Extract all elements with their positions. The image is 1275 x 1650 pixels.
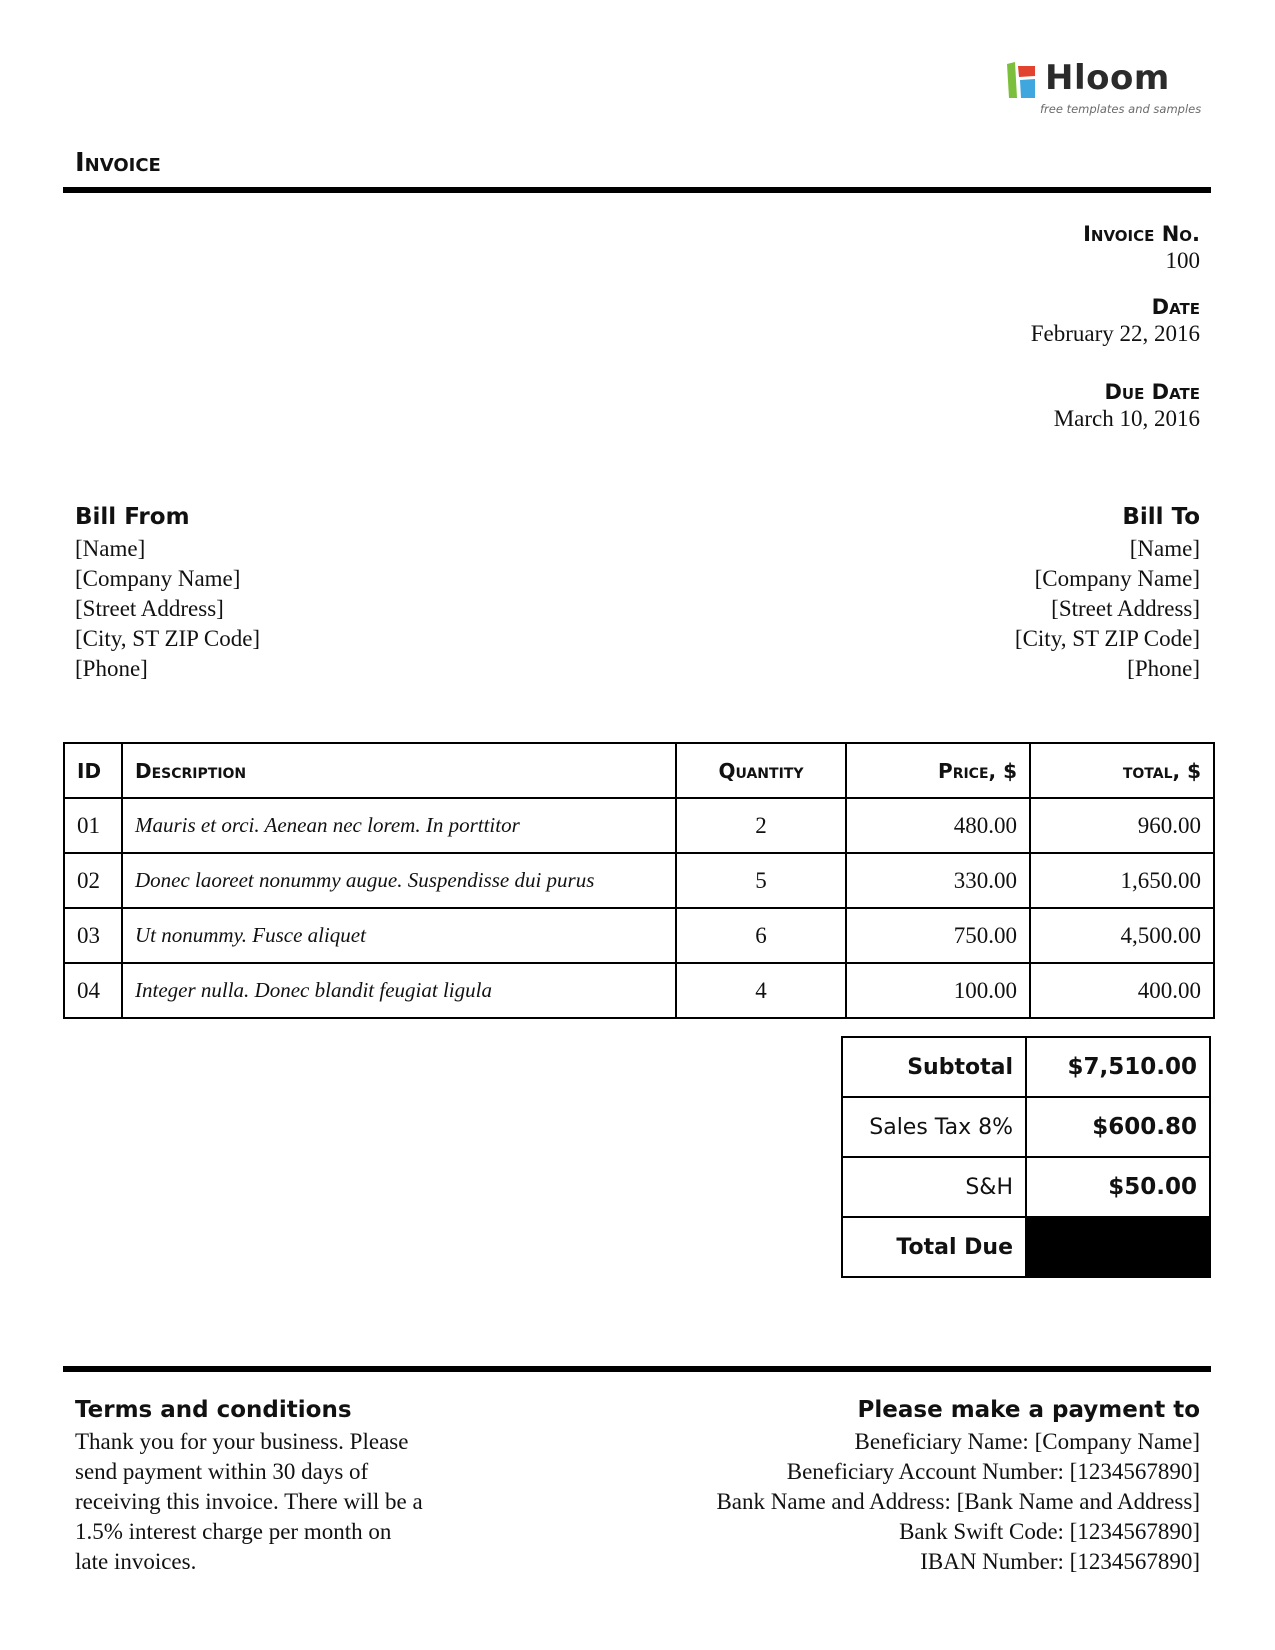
totals-table [841,1036,1211,1278]
table-row [64,963,1214,1018]
bill-to-line: [Street Address] [1051,596,1200,621]
item-id: 04 [64,963,122,1018]
item-description: Ut nonummy. Fusce aliquet [122,908,676,963]
beneficiary-name: Beneficiary Name: [Company Name] [854,1429,1200,1454]
sales-tax-value: $600.80 [1026,1097,1210,1157]
terms-line: send payment within 30 days of [75,1459,369,1484]
hloom-logo-mark-icon [1005,60,1041,100]
item-quantity: 2 [676,798,846,853]
shipping-label: S&H [842,1157,1026,1217]
logo-blue-block [1020,79,1035,98]
payment-heading: Please make a payment to [857,1397,1200,1423]
invoice-number-label: Invoice No. [1083,222,1200,246]
item-id: 01 [64,798,122,853]
bill-from-line: [Phone] [75,656,148,681]
logo-red-block [1018,66,1035,77]
subtotal-row [842,1037,1210,1097]
table-row [64,798,1214,853]
total-due-row [842,1217,1210,1277]
bill-from-line: [Name] [75,536,146,561]
sales-tax-label: Sales Tax 8% [842,1097,1026,1157]
column-header-description: Description [122,743,676,798]
terms-block [75,1397,505,1577]
item-quantity: 5 [676,853,846,908]
due-date-block [1054,380,1200,432]
logo-wordmark: Hloom [1045,58,1170,98]
item-price: 750.00 [846,908,1030,963]
logo-green-bar [1007,62,1017,98]
bill-from-block [75,502,260,684]
due-date-value: March 10, 2016 [1053,406,1200,431]
invoice-date-value: February 22, 2016 [1030,321,1200,346]
column-header-total: total, $ [1030,743,1214,798]
bank-name-address: Bank Name and Address: [Bank Name and Address] [716,1489,1200,1514]
logo-tagline: free templates and samples [1040,102,1202,116]
invoice-date-block [1031,295,1200,347]
shipping-row [842,1157,1210,1217]
table-row [64,908,1214,963]
column-header-quantity: Quantity [676,743,846,798]
item-price: 330.00 [846,853,1030,908]
due-date-label: Due Date [1104,380,1200,404]
iban-number: IBAN Number: [1234567890] [920,1549,1200,1574]
terms-body [75,1427,505,1577]
tax-row [842,1097,1210,1157]
item-price: 100.00 [846,963,1030,1018]
bill-to-line: [Company Name] [1034,566,1200,591]
bill-from-line: [City, ST ZIP Code] [75,626,261,651]
terms-line: Thank you for your business. Please [75,1429,409,1454]
bill-to-line: [Phone] [1127,656,1200,681]
bill-from-line: [Street Address] [75,596,224,621]
subtotal-label: Subtotal [842,1037,1026,1097]
bill-from-heading: Bill From [75,504,190,530]
terms-line: receiving this invoice. There will be a [75,1489,423,1514]
invoice-number-value: 100 [1165,248,1200,273]
column-header-price: Price, $ [846,743,1030,798]
invoice-number-block [1083,222,1200,274]
item-total: 4,500.00 [1030,908,1214,963]
terms-heading: Terms and conditions [75,1397,352,1423]
column-header-id: ID [64,743,122,798]
bill-to-block [1015,502,1200,684]
item-total: 1,650.00 [1030,853,1214,908]
item-total: 960.00 [1030,798,1214,853]
bill-to-line: [City, ST ZIP Code] [1014,626,1200,651]
page-title: Invoice [75,148,161,178]
subtotal-value: $7,510.00 [1026,1037,1210,1097]
terms-line: late invoices. [75,1549,197,1574]
terms-line: 1.5% interest charge per month on [75,1519,392,1544]
item-description: Donec laoreet nonummy augue. Suspendisse dui purus [122,853,676,908]
bill-to-heading: Bill To [1122,504,1200,530]
hloom-logo [1005,58,1205,118]
item-quantity: 6 [676,908,846,963]
header-divider [63,187,1211,193]
line-items-table [63,742,1215,1019]
bill-to-line: [Name] [1129,536,1200,561]
table-row [64,853,1214,908]
bill-from-line: [Company Name] [75,566,241,591]
table-header-row [64,743,1214,798]
item-id: 02 [64,853,122,908]
item-description: Integer nulla. Donec blandit feugiat ligula [122,963,676,1018]
bank-swift-code: Bank Swift Code: [1234567890] [899,1519,1200,1544]
beneficiary-account-number: Beneficiary Account Number: [1234567890] [786,1459,1200,1484]
footer-divider [63,1366,1211,1372]
item-description: Mauris et orci. Aenean nec lorem. In porttitor [122,798,676,853]
payment-block [716,1397,1200,1577]
item-id: 03 [64,908,122,963]
total-due-label: Total Due [842,1217,1026,1277]
total-due-value [1026,1217,1210,1277]
item-price: 480.00 [846,798,1030,853]
item-quantity: 4 [676,963,846,1018]
item-total: 400.00 [1030,963,1214,1018]
shipping-value: $50.00 [1026,1157,1210,1217]
invoice-date-label: Date [1151,295,1200,319]
